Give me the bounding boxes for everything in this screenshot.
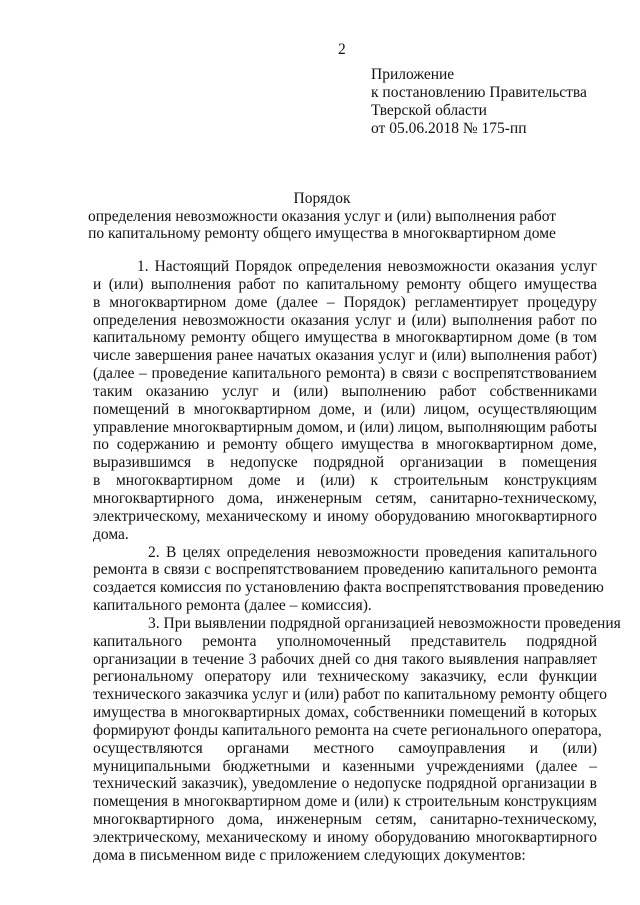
paragraph-line: капитального ремонта (далее – комиссия). bbox=[93, 597, 372, 615]
paragraph-line: создается комиссия по установлению факта воспрепятствования проведению bbox=[93, 579, 604, 597]
page-number: 2 bbox=[338, 41, 346, 58]
paragraph-line: многоквартирного дома, инженерным сетям, санитарно-техническому, bbox=[93, 489, 597, 507]
document-body bbox=[93, 258, 621, 865]
paragraph-line: 3. При выявлении подрядной организацией невозможности проведения bbox=[148, 614, 621, 632]
appendix-line: Приложение bbox=[371, 66, 455, 83]
paragraph-line: 1. Настоящий Порядок определения невозможности оказания услуг bbox=[137, 258, 597, 275]
paragraph-line: капитальному ремонту общего имущества в многоквартирном доме (в том bbox=[93, 329, 597, 347]
paragraph-line: в многоквартирном доме и (или) к строительным конструкциям bbox=[93, 472, 597, 490]
paragraph-line: (далее – проведение капитального ремонта) в связи с воспрепятствованием bbox=[93, 365, 597, 383]
paragraph-line: электрическому, механическому и иному оборудованию многоквартирного bbox=[93, 829, 597, 846]
paragraph-line: формируют фонды капитального ремонта на счете регионального оператора, bbox=[93, 721, 602, 739]
paragraph-line: в многоквартирном доме (далее – Порядок) регламентирует процедуру bbox=[93, 293, 597, 311]
title-line: по капитальному ремонту общего имущества в многоквартирном доме bbox=[88, 225, 556, 242]
paragraph-line: имущества в многоквартирных домах, собственники помещений в которых bbox=[93, 704, 597, 722]
paragraph-line: осуществляются органами местного самоуправления и (или) bbox=[93, 739, 597, 757]
paragraph-1 bbox=[93, 258, 597, 544]
paragraph-line: дома. bbox=[93, 525, 129, 543]
paragraph-line: региональному оператору или техническому заказчику, если функции bbox=[93, 668, 597, 686]
document-title bbox=[0, 190, 640, 243]
paragraph-line: 2. В целях определения невозможности проведения капитального bbox=[148, 543, 597, 561]
paragraph-line: организации в течение 3 рабочих дней со дня такого выявления направляет bbox=[93, 650, 597, 668]
paragraph-line: выразившимся в недопуске подрядной организации в помещения bbox=[93, 454, 597, 472]
paragraph-line: муниципальными бюджетными и казенными учреждениями (далее – bbox=[93, 757, 597, 775]
paragraph-line: и (или) выполнения работ по капитальному ремонту общего имущества bbox=[93, 275, 597, 293]
paragraph-line: числе завершения ранее начатых оказания услуг и (или) выполнения работ) bbox=[93, 347, 597, 365]
paragraph-2 bbox=[93, 543, 604, 615]
appendix-line: от 05.06.2018 № 175-пп bbox=[371, 120, 527, 137]
appendix-line: Тверской области bbox=[371, 102, 487, 119]
paragraph-line: капитального ремонта уполномоченный представитель подрядной bbox=[93, 632, 597, 650]
paragraph-line: помещения в многоквартирном доме и (или) к строительным конструкциям bbox=[93, 793, 597, 811]
title-line: определения невозможности оказания услуг и (или) выполнения работ bbox=[87, 207, 557, 225]
paragraph-line: определения невозможности оказания услуг и (или) выполнения работ по bbox=[93, 311, 597, 329]
appendix-line: к постановлению Правительства bbox=[371, 84, 587, 101]
paragraph-line: технический заказчик), уведомление о недопуске подрядной организации в bbox=[93, 775, 597, 793]
paragraph-line: таким оказанию услуг и (или) выполнению работ собственниками bbox=[93, 382, 597, 400]
paragraph-line: технического заказчика услуг и (или) работ по капитальному ремонту общего bbox=[93, 686, 607, 704]
paragraph-line: помещений в многоквартирном доме, и (или) лицом, осуществляющим bbox=[93, 400, 597, 418]
paragraph-line: управление многоквартирным домом, и (или) лицом, выполняющим работы bbox=[93, 418, 597, 436]
paragraph-line: электрическому, механическому и иному оборудованию многоквартирного bbox=[93, 507, 597, 525]
paragraph-line: ремонта в связи с воспрепятствованием проведению капитального ремонта bbox=[93, 561, 597, 579]
title-heading: Порядок bbox=[293, 190, 351, 207]
paragraph-line: по содержанию и ремонту общего имущества в многоквартирном доме, bbox=[93, 436, 597, 454]
paragraph-line: дома в письменном виде с приложением следующих документов: bbox=[93, 846, 526, 864]
paragraph-3 bbox=[93, 614, 621, 865]
appendix-header bbox=[371, 66, 587, 138]
paragraph-line: многоквартирного дома, инженерным сетям, санитарно-техническому, bbox=[93, 811, 597, 829]
